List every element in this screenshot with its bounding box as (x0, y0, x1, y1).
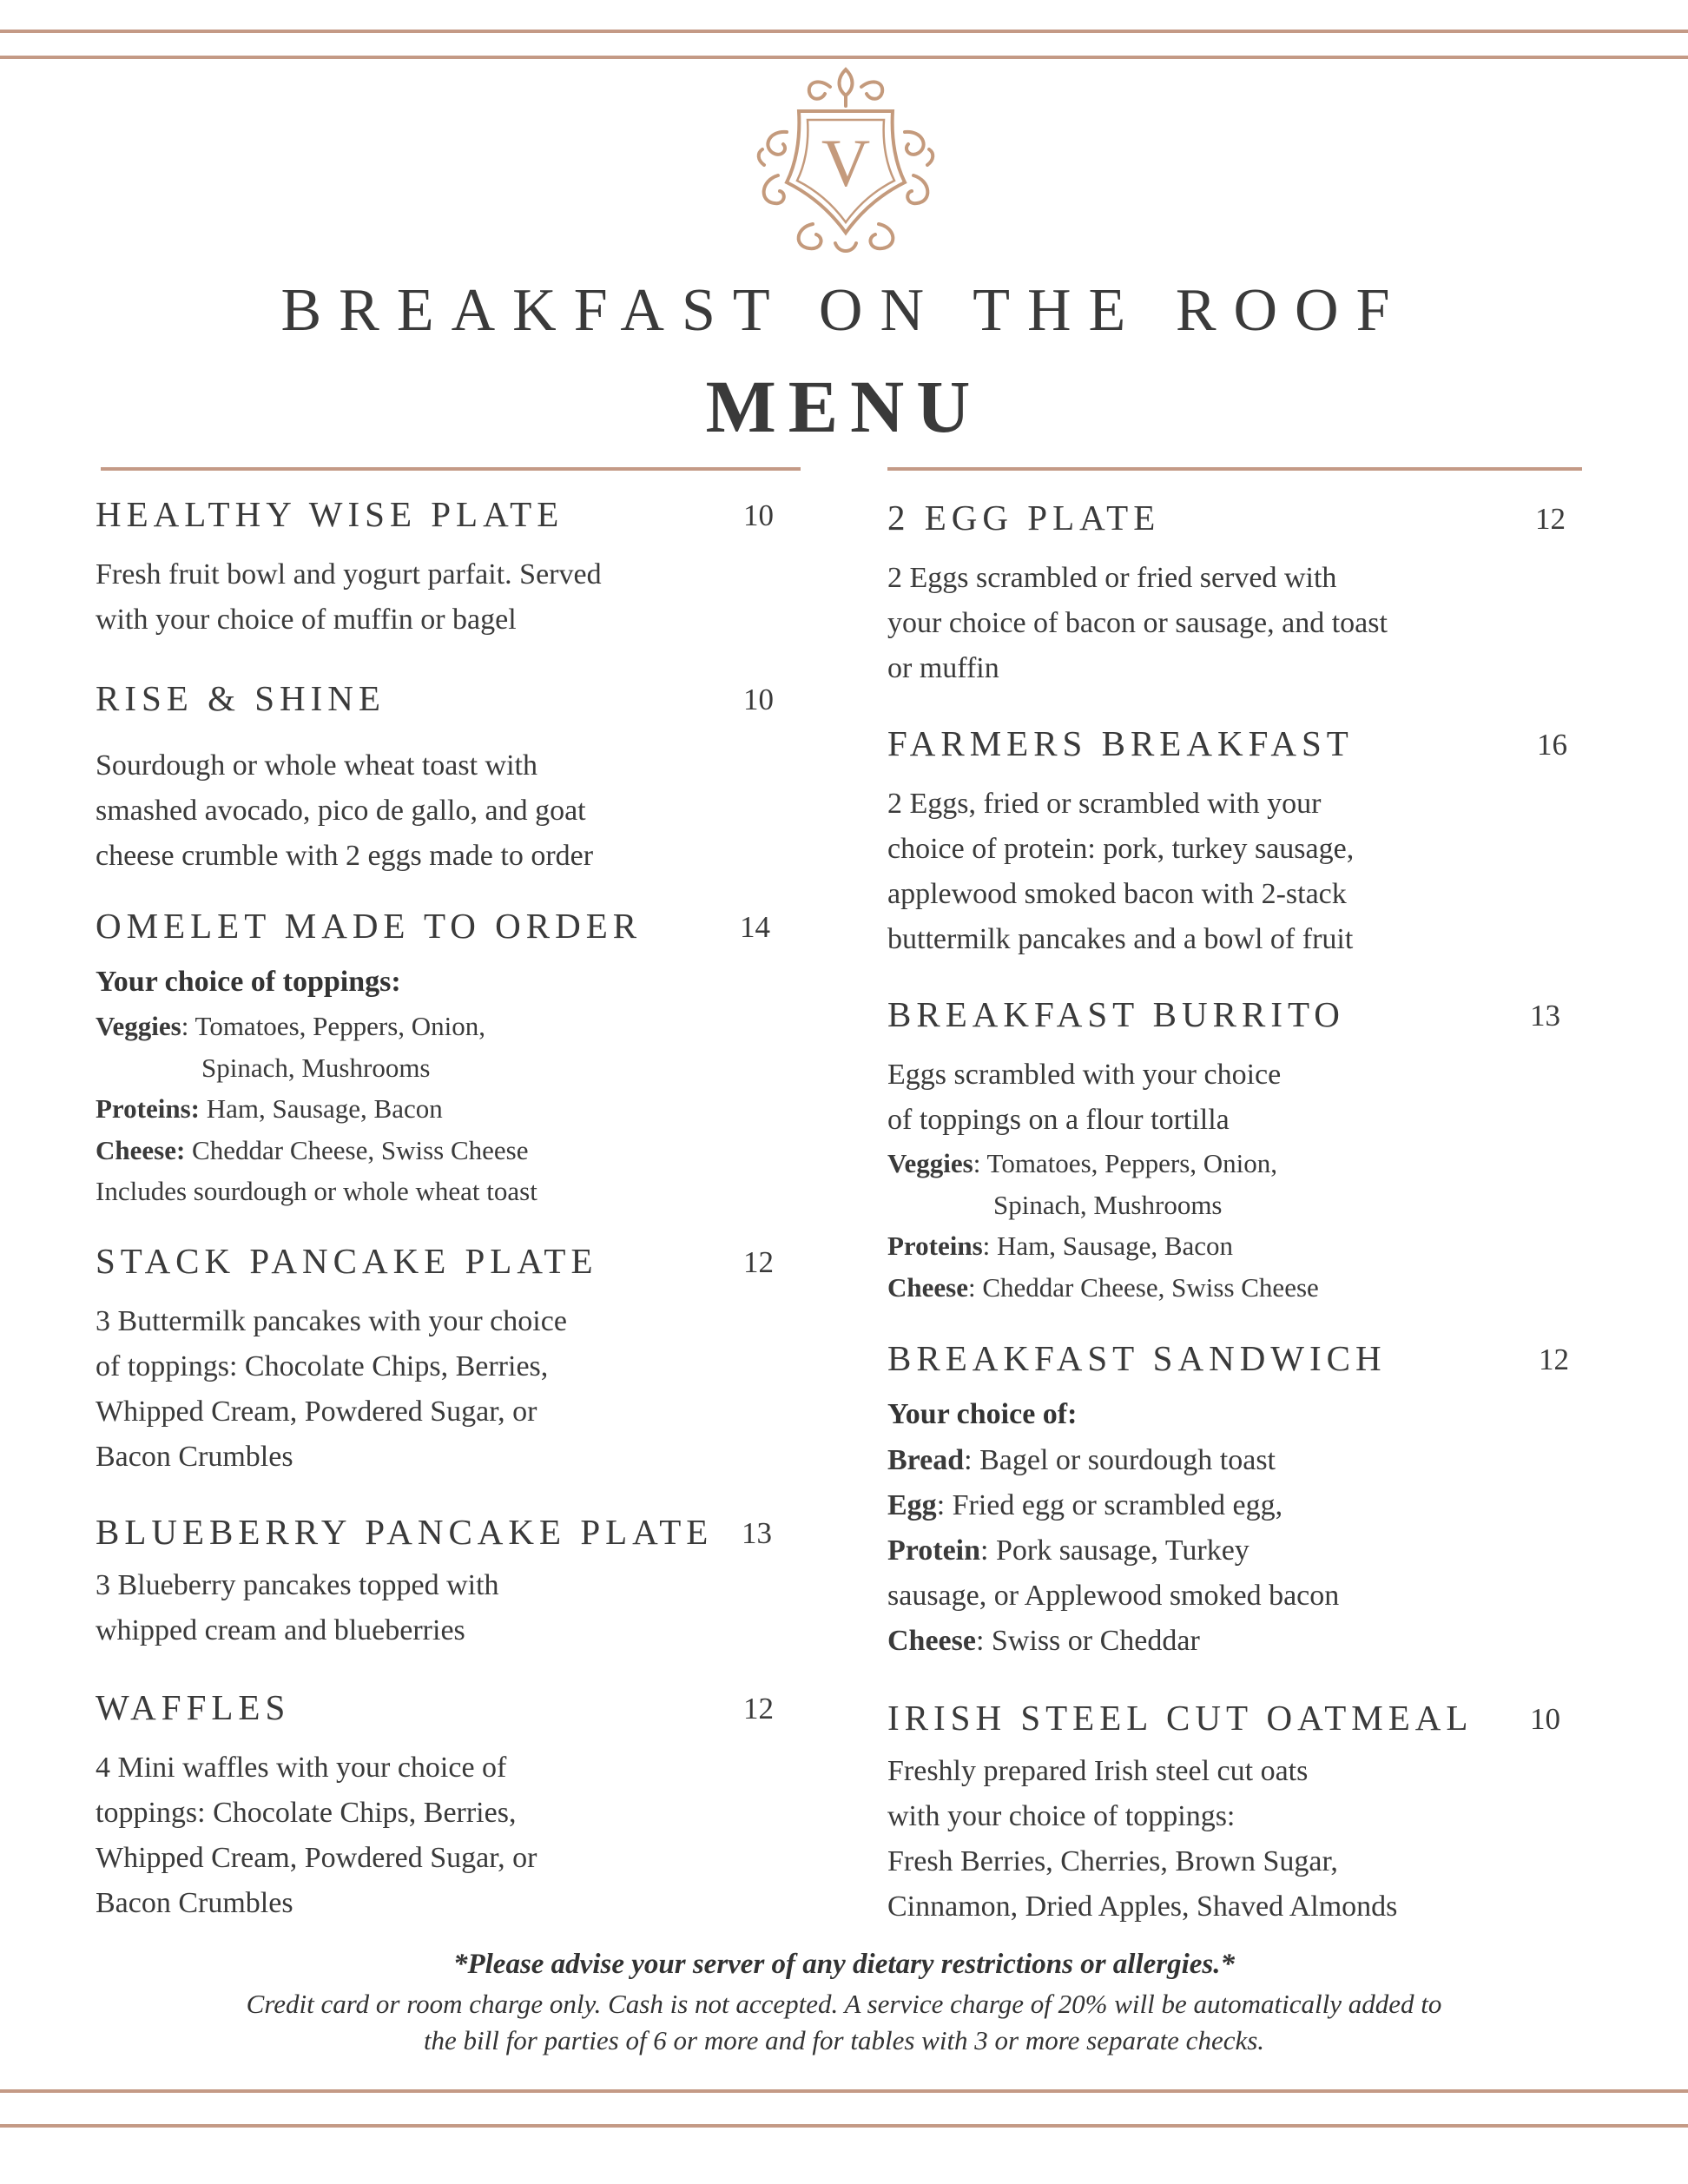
item-description: 2 Eggs scrambled or fried served with your choice of bacon or sausage, and toast or muffin (887, 562, 1388, 684)
bottom-border-rule-2 (0, 2124, 1688, 2128)
item-description: 2 Eggs, fried or scrambled with your choice of protein: pork, turkey sausage, applewood smoked bacon with 2-stack buttermilk pancakes and a bowl of fruit (887, 788, 1355, 955)
item-price: 10 (743, 498, 774, 532)
item-name: BREAKFAST SANDWICH (887, 1338, 1387, 1378)
item-price: 13 (1530, 999, 1560, 1033)
allergy-note: *Please advise your server of any dietary restrictions or allergies.* (452, 1949, 1236, 1980)
menu-item-omelet-made-to-order (96, 905, 781, 1212)
item-description: 3 Blueberry pancakes topped with whipped cream and blueberries (96, 1569, 499, 1646)
option-text-egg: : Fried egg or scrambled egg, (936, 1489, 1283, 1521)
item-price: 12 (743, 1692, 774, 1725)
option-text-veggies-cont: Spinach, Mushrooms (201, 1052, 431, 1083)
item-price: 12 (743, 1245, 774, 1279)
menu-item-farmers-breakfast (887, 723, 1582, 962)
item-description: Sourdough or whole wheat toast with smashed avocado, pico de gallo, and goat cheese crumble with 2 eggs made to order (96, 749, 594, 872)
menu-item-irish-steel-cut-oatmeal (887, 1697, 1599, 1930)
option-text-cheese: : Swiss or Cheddar (975, 1625, 1200, 1657)
item-name: BREAKFAST BURRITO (887, 994, 1345, 1034)
option-text-proteins: : Ham, Sausage, Bacon (982, 1231, 1234, 1261)
left-column-rule (101, 467, 801, 471)
menu-item-breakfast-burrito (887, 993, 1582, 1308)
item-name: OMELET MADE TO ORDER (96, 906, 643, 946)
option-label-proteins: Proteins (887, 1231, 983, 1261)
item-name: IRISH STEEL CUT OATMEAL (887, 1698, 1474, 1738)
options-heading: Your choice of: (887, 1398, 1078, 1430)
option-text-bread: : Bagel or sourdough toast (964, 1444, 1276, 1476)
payment-note-line-1: Credit card or room charge only. Cash is not accepted. A service charge of 20% will be automatically added to (246, 1989, 1442, 2019)
option-label-veggies: Veggies (96, 1011, 181, 1041)
item-name: BLUEBERRY PANCAKE PLATE (96, 1512, 714, 1552)
option-label-cheese: Cheese (887, 1625, 976, 1657)
item-price: 12 (1535, 502, 1566, 536)
item-price: 10 (743, 683, 774, 716)
item-price: 12 (1539, 1343, 1569, 1376)
page-subtitle: MENU (705, 365, 983, 448)
item-name: RISE & SHINE (96, 678, 386, 718)
options-heading: Your choice of toppings: (96, 966, 401, 998)
option-text-veggies: : Tomatoes, Peppers, Onion, (181, 1011, 486, 1041)
option-label-veggies: Veggies (887, 1148, 973, 1178)
item-name: HEALTHY WISE PLATE (96, 494, 564, 534)
item-description: Freshly prepared Irish steel cut oats with your choice of toppings: Fresh Berries, Cherries, Brown Sugar, Cinnamon, Dried Apples, Shaved Almonds (887, 1755, 1398, 1923)
crest-logo-icon (752, 63, 940, 264)
item-name: STACK PANCAKE PLATE (96, 1241, 598, 1281)
option-label-egg: Egg (887, 1489, 937, 1521)
top-border-rule-2 (0, 56, 1688, 59)
item-description: Fresh fruit bowl and yogurt parfait. Served with your choice of muffin or bagel (96, 558, 602, 636)
menu-item-stack-pancake-plate (96, 1240, 781, 1480)
item-options (887, 1391, 1582, 1664)
item-options (887, 1143, 1582, 1308)
option-text-protein: : Pork sausage, Turkey (980, 1534, 1250, 1567)
menu-item-healthy-wise-plate (96, 493, 781, 643)
option-label-cheese: Cheese (887, 1271, 968, 1303)
item-description: 3 Buttermilk pancakes with your choice of toppings: Chocolate Chips, Berries, Whipped Cream, Powdered Sugar, or Bacon Crumbles (96, 1305, 567, 1473)
item-price: 13 (742, 1516, 772, 1550)
item-description: Eggs scrambled with your choice of toppings on a flour tortilla (887, 1059, 1282, 1136)
page-title: BREAKFAST ON THE ROOF (280, 277, 1408, 344)
menu-item-2-egg-plate (887, 497, 1582, 691)
item-price: 16 (1537, 728, 1567, 762)
payment-note-line-2: the bill for parties of 6 or more and for tables with 3 or more separate checks. (423, 2025, 1265, 2055)
right-column-rule (887, 467, 1582, 471)
crest-letter: V (821, 125, 871, 201)
option-note: Includes sourdough or whole wheat toast (96, 1176, 537, 1206)
menu-item-rise-and-shine (96, 677, 781, 879)
item-description: 4 Mini waffles with your choice of toppings: Chocolate Chips, Berries, Whipped Cream, Powdered Sugar, or Bacon Crumbles (96, 1752, 537, 1919)
item-price: 14 (740, 910, 770, 944)
item-price: 10 (1530, 1702, 1560, 1736)
option-text-cheese: Cheddar Cheese, Swiss Cheese (185, 1134, 529, 1165)
menu-item-breakfast-sandwich (887, 1337, 1582, 1664)
bottom-border-rule-1 (0, 2089, 1688, 2093)
option-text-veggies: : Tomatoes, Peppers, Onion, (973, 1148, 1278, 1178)
menu-item-blueberry-pancake-plate (96, 1511, 790, 1653)
option-label-bread: Bread (887, 1444, 965, 1476)
option-label-proteins: Proteins: (96, 1093, 200, 1124)
item-name: FARMERS BREAKFAST (887, 723, 1354, 763)
option-label-protein: Protein (887, 1534, 981, 1567)
top-border-rule-1 (0, 30, 1688, 33)
option-text-cheese: : Cheddar Cheese, Swiss Cheese (967, 1271, 1319, 1303)
option-text-veggies-cont: Spinach, Mushrooms (993, 1189, 1223, 1220)
item-options (96, 959, 781, 1212)
option-text-proteins: Ham, Sausage, Bacon (199, 1093, 443, 1124)
option-label-cheese: Cheese: (96, 1134, 186, 1165)
item-name: WAFFLES (96, 1687, 291, 1727)
item-name: 2 EGG PLATE (887, 498, 1161, 538)
option-text-protein-cont: sausage, or Applewood smoked bacon (887, 1580, 1340, 1612)
menu-item-waffles (96, 1686, 781, 1926)
